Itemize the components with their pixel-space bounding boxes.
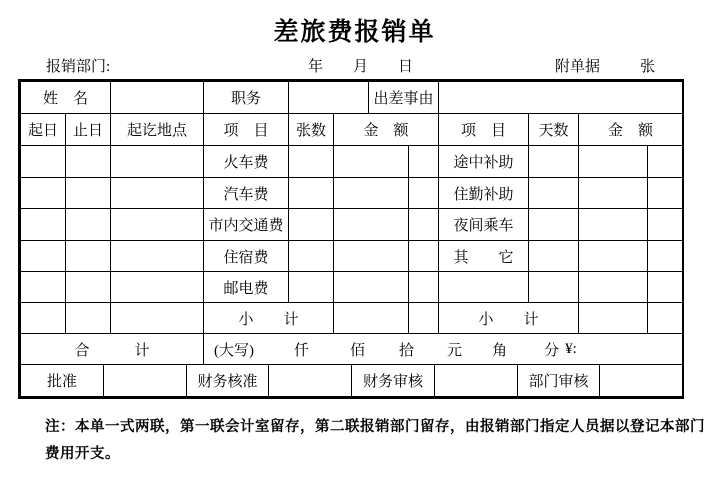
amount-cell [333, 302, 409, 334]
amount-cell [578, 177, 648, 209]
route-cell [110, 240, 204, 272]
allowance-item-label [438, 271, 529, 303]
sheets-cell [288, 240, 334, 272]
amount-cents-cell [647, 240, 683, 272]
col-amount-left: 金 额 [333, 113, 439, 146]
allowance-item-label: 其 它 [438, 240, 529, 272]
expense-item-label: 住宿费 [203, 240, 289, 272]
amount-cents-cell [408, 271, 439, 303]
days-cell [528, 177, 579, 209]
end-date-cell [65, 208, 111, 241]
route-cell [110, 177, 204, 209]
footer-note-line1: 注：本单一式两联，第一联会计室留存，第二联报销部门留存，由报销部门指定人员据以登记本部门 [45, 419, 705, 435]
end-date-cell [65, 240, 111, 272]
caps-thousand: 仟 [294, 342, 310, 359]
sheets-cell [288, 208, 334, 241]
amount-cell [578, 208, 648, 241]
form-table [20, 81, 683, 397]
date-label: 年 月 日 [308, 59, 414, 75]
amount-cents-cell [647, 271, 683, 303]
allowance-item-label: 夜间乘车 [438, 208, 529, 241]
amount-cents-cell [408, 302, 439, 334]
caps-prefix: (大写) [214, 342, 254, 359]
dept-review-signature-cell [599, 364, 683, 397]
amount-cell [333, 145, 409, 178]
approve-label-cell: 批准 [20, 364, 104, 397]
start-date-cell [20, 177, 66, 209]
amount-cell [333, 208, 409, 241]
end-date-cell [65, 271, 111, 303]
form-title: 差旅费报销单 [273, 18, 436, 46]
department-label: 报销部门: [46, 59, 111, 75]
name-value-cell [110, 81, 204, 114]
footer-note-line2: 费用开支。 [45, 446, 120, 462]
route-cell [110, 145, 204, 178]
amount-cell [578, 240, 648, 272]
amount-cell [333, 240, 409, 272]
subtotal-right-label: 小 计 [438, 302, 579, 334]
finance-approve-label-cell: 财务核准 [186, 364, 269, 397]
amount-cell [578, 271, 648, 303]
amount-cents-cell [647, 145, 683, 178]
end-date-cell [65, 145, 111, 178]
start-date-cell [20, 240, 66, 272]
finance-review-signature-cell [434, 364, 518, 397]
finance-approve-signature-cell [268, 364, 352, 397]
expense-item-label: 火车费 [203, 145, 289, 178]
caps-ten: 拾 [399, 342, 415, 359]
col-days: 天数 [528, 113, 579, 146]
col-end-date: 止日 [65, 113, 111, 146]
days-cell [528, 208, 579, 241]
expense-item-label: 市内交通费 [203, 208, 289, 241]
amount-cents-cell [408, 208, 439, 241]
trip-reason-label-cell: 出差事由 [368, 81, 439, 114]
total-amount-in-words-cell [203, 333, 683, 365]
caps-yuan: 元 [447, 342, 463, 359]
allowance-item-label: 住勤补助 [438, 177, 529, 209]
start-date-cell [20, 145, 66, 178]
allowance-item-label: 途中补助 [438, 145, 529, 178]
caps-fen: 分 [544, 342, 560, 359]
attachment-unit-label: 张 [640, 59, 656, 75]
start-date-cell [20, 208, 66, 241]
days-cell [528, 240, 579, 272]
amount-cell [333, 177, 409, 209]
days-cell [528, 145, 579, 178]
amount-cents-cell [408, 177, 439, 209]
dept-review-label-cell: 部门审核 [517, 364, 600, 397]
approve-signature-cell [103, 364, 187, 397]
amount-cents-cell [408, 240, 439, 272]
caps-jiao: 角 [492, 342, 508, 359]
route-cell [110, 271, 204, 303]
col-sheets: 张数 [288, 113, 334, 146]
amount-cents-cell [408, 145, 439, 178]
days-cell [528, 271, 579, 303]
sheets-cell [288, 177, 334, 209]
caps-yen-sign: ¥: [565, 340, 577, 357]
end-date-cell [65, 177, 111, 209]
end-date-cell [65, 302, 111, 334]
expense-item-label: 邮电费 [203, 271, 289, 303]
col-amount-right: 金 额 [578, 113, 683, 146]
col-route: 起讫地点 [110, 113, 204, 146]
sheets-cell [288, 271, 334, 303]
expense-item-label: 汽车费 [203, 177, 289, 209]
start-date-cell [20, 302, 66, 334]
amount-cell [333, 271, 409, 303]
subtotal-left-label: 小 计 [203, 302, 334, 334]
amount-cell [578, 302, 648, 334]
col-start-date: 起日 [20, 113, 66, 146]
amount-cents-cell [647, 177, 683, 209]
col-item-right: 项 目 [438, 113, 529, 146]
amount-cents-cell [647, 208, 683, 241]
attachment-count-label: 附单据 [555, 59, 601, 75]
route-cell [110, 302, 204, 334]
col-item-left: 项 目 [203, 113, 289, 146]
finance-review-label-cell: 财务审核 [351, 364, 435, 397]
route-cell [110, 208, 204, 241]
caps-hundred: 佰 [350, 342, 366, 359]
sheets-cell [288, 145, 334, 178]
trip-reason-value-cell [438, 81, 683, 114]
position-value-cell [288, 81, 369, 114]
amount-cents-cell [647, 302, 683, 334]
total-label-cell: 合 计 [20, 333, 204, 365]
position-label-cell: 职务 [203, 81, 289, 114]
amount-cell [578, 145, 648, 178]
name-label-cell: 姓 名 [20, 81, 111, 114]
start-date-cell [20, 271, 66, 303]
